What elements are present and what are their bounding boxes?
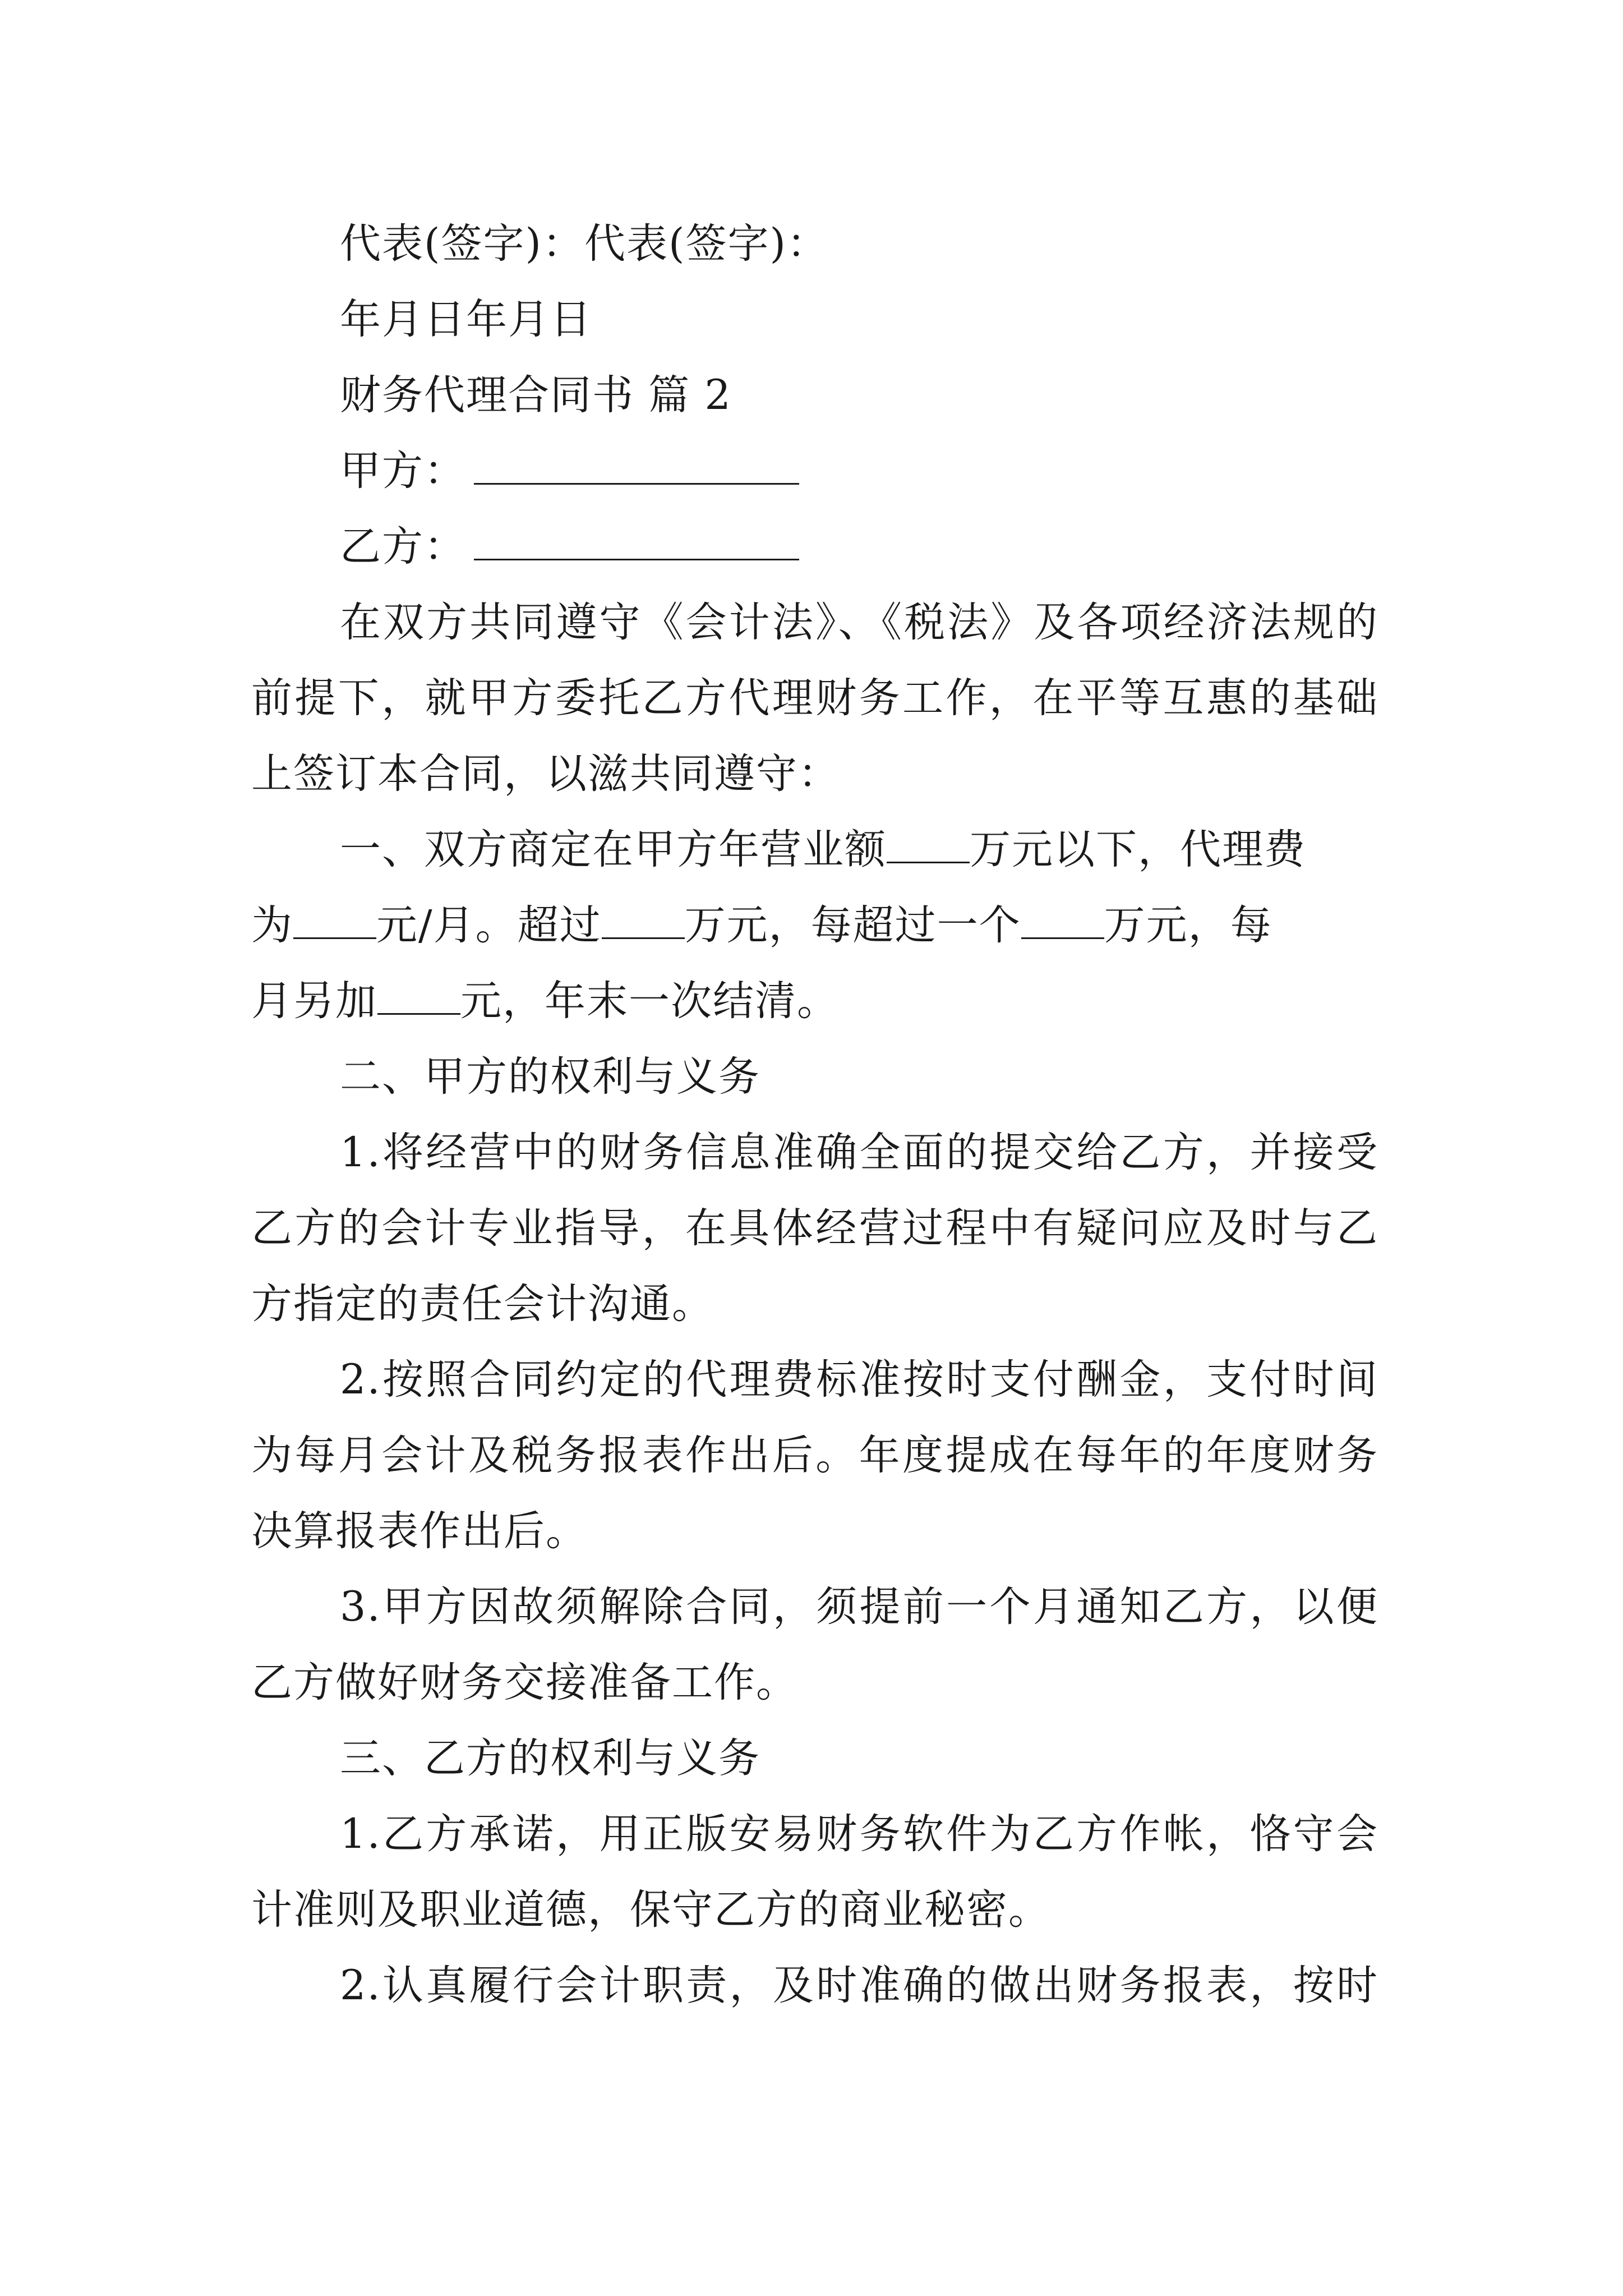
party-b-line — [340, 519, 1378, 575]
paragraph-line — [251, 746, 1378, 802]
party-b-label: 乙方： — [340, 523, 466, 570]
paragraph-line — [251, 1503, 1378, 1559]
contract-title: 财务代理合同书 篇 2 — [340, 371, 732, 419]
clause-1-text-c: 为 — [251, 901, 293, 949]
clause-1-text-f: 万元，每 — [1104, 901, 1272, 949]
paragraph-line — [251, 670, 1378, 726]
extra-fee-blank — [377, 981, 460, 1015]
a-item-3-line-1: 3.甲方因故须解除合同，须提前一个月通知乙方，以便 — [340, 1583, 1378, 1631]
a-item-2-line-3: 决算报表作出后。 — [251, 1507, 588, 1555]
party-b-rights-heading: 三、乙方的权利与义务 — [340, 1734, 760, 1782]
section-heading — [340, 367, 1378, 424]
paragraph-line — [251, 1428, 1378, 1484]
increment-blank — [1021, 905, 1104, 939]
party-a-blank — [474, 450, 799, 485]
paragraph-line — [340, 1352, 1378, 1408]
a-item-1-line-3: 方指定的责任会计沟通。 — [251, 1280, 714, 1328]
paragraph-line — [340, 595, 1378, 651]
b-item-1-line-1: 1.乙方承诺，用正版安易财务软件为乙方作帐，恪守会 — [340, 1810, 1378, 1858]
clause-1-text-d: 元/月。超过 — [376, 901, 602, 949]
b-item-2-line-1: 2.认真履行会计职责，及时准确的做出财务报表，按时 — [340, 1962, 1378, 2009]
party-a-rights-heading: 二、甲方的权利与义务 — [340, 1053, 760, 1101]
intro-line-1: 在双方共同遵守《会计法》、《税法》及各项经济法规的 — [340, 599, 1378, 646]
party-a-label: 甲方： — [340, 447, 466, 495]
a-item-2-line-2: 为每月会计及税务报表作出后。年度提成在每年的年度财务 — [251, 1432, 1378, 1479]
paragraph-line — [340, 1958, 1378, 2014]
signature-line — [340, 216, 1378, 272]
clause-heading — [340, 1731, 1378, 1787]
a-item-1-line-2: 乙方的会计专业指导，在具体经营过程中有疑问应及时与乙 — [251, 1204, 1378, 1252]
paragraph-line — [251, 1655, 1378, 1711]
clause-1-line-3 — [251, 973, 1378, 1029]
revenue-blank — [887, 829, 970, 863]
signature-text: 代表(签字)：代表(签字)： — [340, 220, 829, 268]
clause-heading — [340, 1049, 1378, 1105]
date-line — [340, 292, 1378, 348]
intro-line-3: 上签订本合同，以滋共同遵守： — [251, 750, 840, 798]
b-item-1-line-2: 计准则及职业道德，保守乙方的商业秘密。 — [251, 1886, 1050, 1934]
intro-line-2: 前提下，就甲方委托乙方代理财务工作，在平等互惠的基础 — [251, 674, 1378, 722]
paragraph-line — [340, 1579, 1378, 1635]
clause-1-text-g: 月另加 — [251, 977, 377, 1025]
clause-1-text-h: 元，年末一次结清。 — [460, 977, 839, 1025]
clause-1-line-1 — [340, 822, 1378, 878]
party-b-blank — [474, 526, 799, 560]
date-text: 年月日年月日 — [340, 296, 592, 343]
a-item-3-line-2: 乙方做好财务交接准备工作。 — [251, 1659, 798, 1706]
paragraph-line — [251, 1882, 1378, 1938]
fee-blank — [293, 905, 376, 939]
paragraph-line — [251, 1276, 1378, 1332]
clause-1-line-2 — [251, 898, 1378, 954]
paragraph-line — [340, 1125, 1378, 1181]
excess-blank — [602, 905, 685, 939]
clause-1-text-b: 万元以下，代理费 — [970, 826, 1306, 873]
clause-1-text-e: 万元，每超过一个 — [684, 901, 1021, 949]
paragraph-line — [340, 1806, 1378, 1862]
paragraph-line — [251, 1200, 1378, 1257]
a-item-2-line-1: 2.按照合同约定的代理费标准按时支付酬金，支付时间 — [340, 1356, 1378, 1404]
clause-1-text-a: 一、双方商定在甲方年营业额 — [340, 826, 887, 873]
a-item-1-line-1: 1.将经营中的财务信息准确全面的提交给乙方，并接受 — [340, 1129, 1378, 1176]
party-a-line — [340, 443, 1378, 499]
